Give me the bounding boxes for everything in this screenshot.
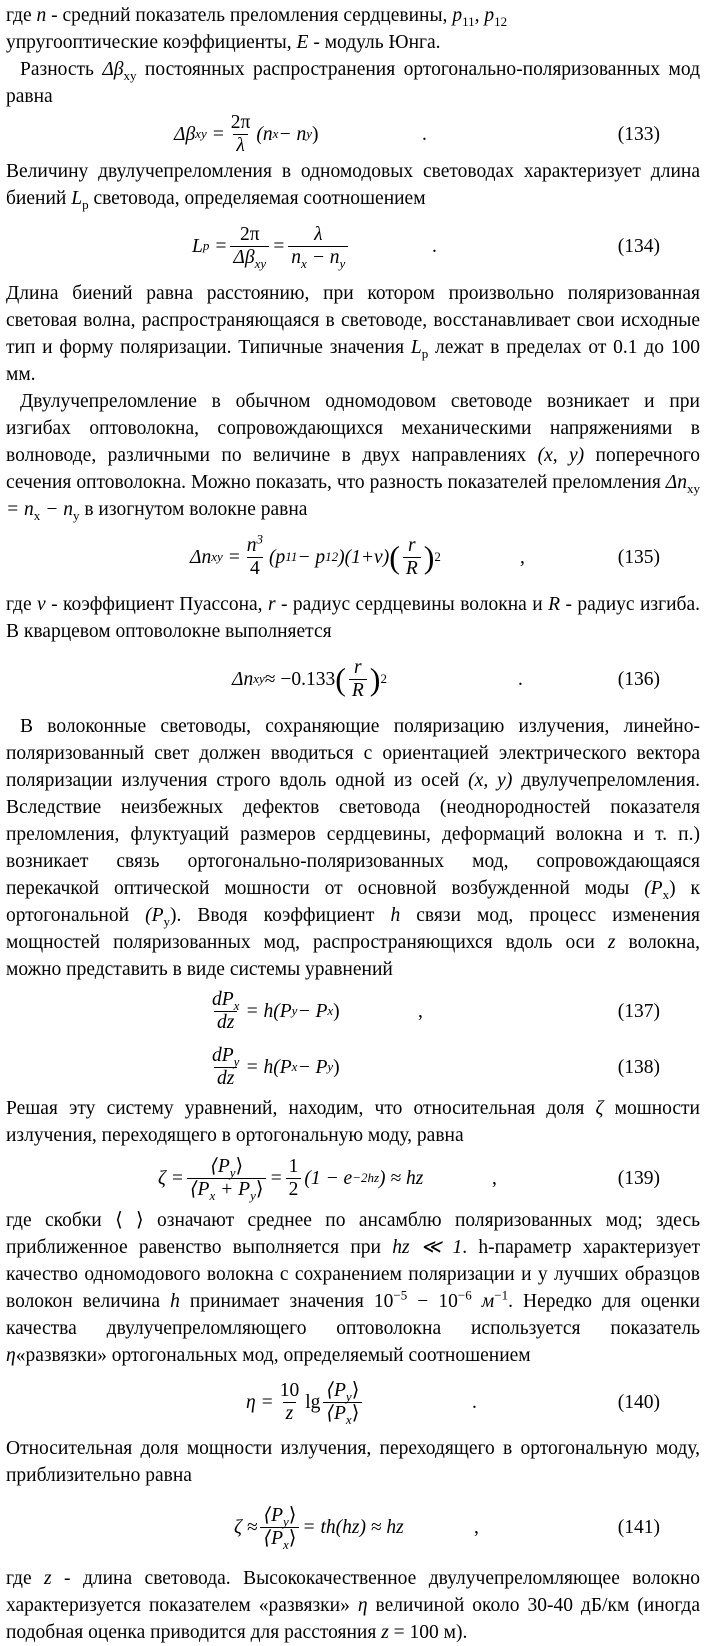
- equation-138: $\frac{dP_y}{dz}$ = h(P x − P y ) (138): [6, 1039, 700, 1095]
- paragraph-beat-length: Длина биений равна расстоянию, при котором произвольно поляризованная световая волна, распространяющаяся в световоде, восстанавливает свои исходные тип и форму поляризации. Типичные значения $L_p$ лежат в пределах от 0.1 до 100 мм.: [6, 283, 700, 385]
- equation-133: Δβ xy = $\frac{2\pi}{\lambda}$ (n x − n y ) . (133): [6, 110, 700, 158]
- equation-134: L p = $\frac{2\pi}{\Delta\beta_{xy}}$ = $\frac{\lambda}{n_x - n_y}$ . (134): [6, 212, 700, 280]
- equation-140: η = $\frac{10}{z}$ lg $\frac{⟨P_y⟩}{⟨P_x⟩}$ . (140): [6, 1369, 700, 1435]
- equation-number: (138): [617, 1056, 660, 1078]
- equation-number: (136): [617, 668, 660, 690]
- equation-number: (135): [617, 546, 660, 568]
- paragraph-relative: Относительная доля мощности излучения, переходящего в ортогональную моду, приблизительно равна: [6, 1438, 700, 1486]
- paragraph-poisson: где ν - коэффициент Пуассона, r - радиус сердцевины волокна и R - радиус изгиба. В кварцевом оптоволокне выполняется: [6, 594, 701, 642]
- equation-139: ζ = $\frac{⟨P_y⟩}{⟨P_x + P_y⟩}$ = $\frac{1}{2}$ (1 − e −2hz ) ≈ hz , (139): [6, 1149, 700, 1207]
- equation-number: (137): [617, 1000, 660, 1022]
- equation-number: (141): [617, 1516, 660, 1538]
- paragraph-solution: Решая эту систему уравнений, находим, что относительная доля ζ мошности излучения, переходящего в ортогональную моду, равна: [6, 1098, 700, 1146]
- equation-number: (139): [617, 1167, 660, 1189]
- equation-number: (140): [617, 1391, 660, 1413]
- paragraph-bending: Двулучепреломление в обычном одномодовом световоде возникает и при изгибах оптоволокна, сопровождающихся механическими напряжениями в волноводе, различными по величине в двух направлениях (x, y) поперечного сечения оптоволокна. Можно показать, что разность показателей преломления $\Delta n_{xy} = n_x - n_y$ в изогнутом волокне равна: [6, 391, 701, 523]
- equation-number: (134): [617, 235, 660, 257]
- paragraph-difference: Разность $\Delta\beta_{xy}$ постоянных распространения ортогонально-поляризованных мод равна: [6, 59, 700, 107]
- paragraph-brackets: где скобки ⟨ ⟩ означают среднее по ансамблю поляризованных мод; здесь приближенное равенство выполняется при hz ≪ 1. h-параметр характеризует качество одномодового волокна с сохранением поляризации и у лучших образцов волокон величина h принимает значения $10^{-5} - 10^{-6}$ $м^{-1}$. Нередко для оценки качества двулучепреломляющего оптоволокна используется показатель η«развязки» ортогональных мод, определяемый соотношением: [6, 1210, 700, 1366]
- paragraph-fiber: В волоконные световоды, сохраняющие поляризацию излучения, линейно-поляризованный свет должен вводиться с ориентацией электрического вектора поляризации излучения строго вдоль одной из осей (x, y) двулучепреломления. Вследствие неизбежных дефектов световода (неоднородностей показателя преломления, флуктуаций размеров сердцевины, деформаций волокна и т. п.) возникает связь ортогонально-поляризованных мод, сопровождающаяся перекачкой оптической мошности от основной возбужденной моды $(P_x)$ к ортогональной $(P_y)$. Вводя коэффициент h связи мод, процесс изменения мощностей поляризованных мод, распространяющихся вдоль оси z волокна, можно представить в виде системы уравнений: [6, 716, 701, 980]
- equation-number: (133): [617, 123, 660, 145]
- equation-135: Δn xy = $\frac{n^3}{4}$ (p 11 − p 12 )(1+ν) ( $\frac{r}{R}$ ) 2 , (135): [6, 523, 700, 591]
- equation-136: Δn xy ≈ −0.133 ( $\frac{r}{R}$ ) 2 . (136): [6, 645, 700, 713]
- paragraph-final: где z - длина световода. Высококачественное двулучепреломляющее волокно характеризуется показателем «развязки» η величиной около 30-40 дБ/км (иногда подобная оценка приводится для расстояния z = 100 м).: [6, 1568, 700, 1643]
- paragraph-birefringence: Величину двулучепреломления в одномодовых световодах характеризует длина биений $L_p$ световода, определяемая соотношением: [6, 161, 700, 212]
- equation-137: $\frac{dP_x}{dz}$ = h(P y − P x ) , (137): [6, 983, 700, 1039]
- paragraph-intro: где n - средний показатель преломления сердцевины, $p_{11}$, $p_{12}$ упругооптические коэффициенты, E - модуль Юнга.: [6, 5, 508, 53]
- equation-141: ζ ≈ $\frac{⟨P_y⟩}{⟨P_x⟩}$ = th(hz) ≈ hz , (141): [6, 1489, 700, 1565]
